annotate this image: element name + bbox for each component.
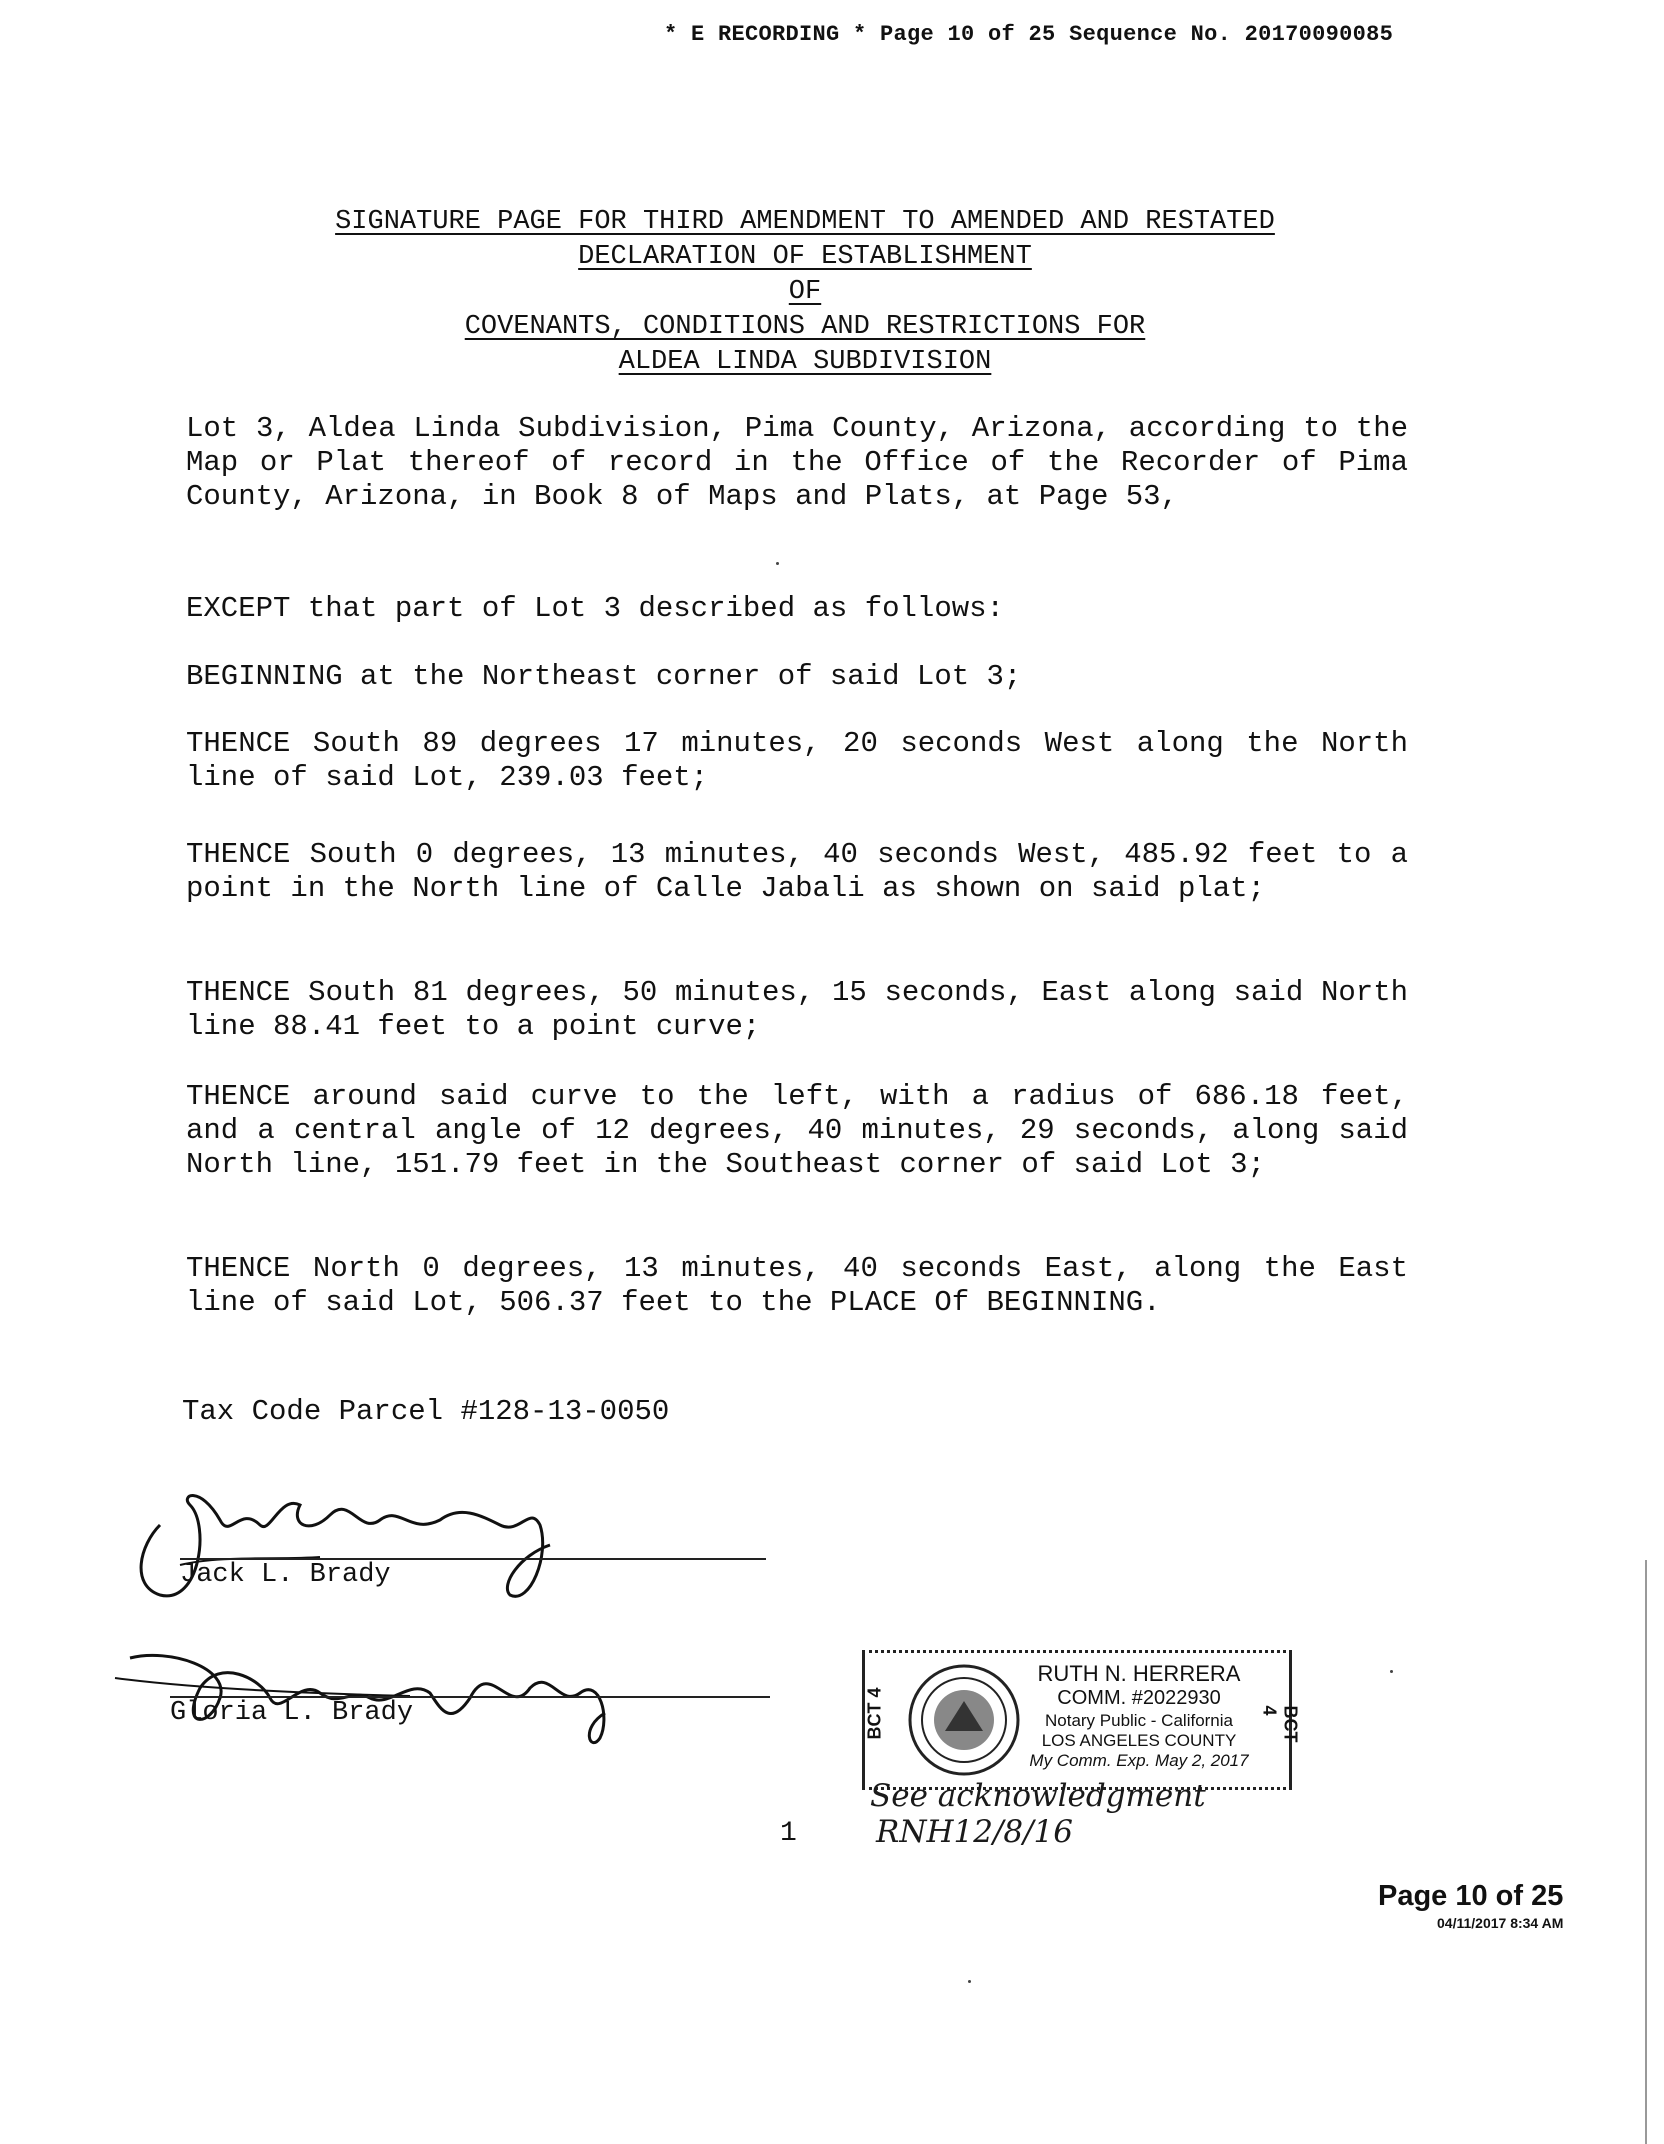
course-4-paragraph: THENCE around said curve to the left, with a radius of 686.18 feet, and a central angle of 12 degrees, 40 minutes, 29 seconds, along said North line, 151.79 feet in the Southeast corner of said Lot 3;: [186, 1080, 1408, 1181]
course-3-paragraph: THENCE South 81 degrees, 50 minutes, 15 seconds, East along said North line 88.41 feet to a point curve;: [186, 976, 1408, 1043]
notary-name: RUTH N. HERRERA: [1037, 1661, 1241, 1686]
legal-description-paragraph: Lot 3, Aldea Linda Subdivision, Pima County, Arizona, according to the Map or Plat thereof of record in the Office of the Recorder of Pima County, Arizona, in Book 8 of Maps and Plats, at Page 53,: [186, 412, 1408, 513]
tax-code-parcel: Tax Code Parcel #128-13-0050: [182, 1395, 670, 1428]
notary-commission: COMM. #2022930: [1057, 1687, 1221, 1709]
course-2-paragraph: THENCE South 0 degrees, 13 minutes, 40 seconds West, 485.92 feet to a point in the North line of Calle Jabali as shown on said plat;: [186, 838, 1408, 905]
course-1-paragraph: THENCE South 89 degrees 17 minutes, 20 seconds West along the North line of said Lot, 239.03 feet;: [186, 727, 1408, 794]
page-stamp-count: Page 10 of 25: [1378, 1880, 1564, 1912]
page-stamp: [1378, 1880, 1563, 1931]
signer-name-2: Gloria L. Brady: [170, 1698, 414, 1728]
handwritten-initials-date: RNH12/8/16: [876, 1814, 1074, 1850]
page-stamp-timestamp: 04/11/2017 8:34 AM: [1437, 1915, 1564, 1931]
title-line-3: OF: [788, 277, 822, 307]
notary-title: Notary Public - California: [1044, 1711, 1233, 1730]
notary-seal-icon: [905, 1661, 1023, 1779]
notary-stamp: [862, 1650, 1301, 1790]
scan-speck: [968, 1980, 971, 1983]
course-5-paragraph: THENCE North 0 degrees, 13 minutes, 40 seconds East, along the East line of said Lot, 506.37 feet to the PLACE Of BEGINNING.: [186, 1252, 1408, 1319]
except-paragraph: EXCEPT that part of Lot 3 described as follows:: [186, 592, 1004, 625]
beginning-paragraph: BEGINNING at the Northeast corner of said Lot 3;: [186, 660, 1022, 693]
signer-name-1: Jack L. Brady: [180, 1560, 391, 1590]
title-line-1: SIGNATURE PAGE FOR THIRD AMENDMENT TO AMENDED AND RESTATED: [335, 207, 1275, 237]
signature-jack-brady: [120, 1465, 640, 1615]
notary-side-code-left: BCT 4: [864, 1687, 885, 1740]
recording-header: * E RECORDING * Page 10 of 25 Sequence No. 20170090085: [664, 22, 1394, 47]
notary-side-code-right: BCT 4: [1259, 1705, 1301, 1743]
handwritten-acknowledgment-note: See acknowledgment: [870, 1778, 1206, 1814]
title-line-4: COVENANTS, CONDITIONS AND RESTRICTIONS FOR: [464, 312, 1146, 342]
title-line-2: DECLARATION OF ESTABLISHMENT: [578, 242, 1032, 272]
title-line-5: ALDEA LINDA SUBDIVISION: [618, 347, 992, 377]
notary-expiry: My Comm. Exp. May 2, 2017: [1029, 1751, 1249, 1770]
notary-county: LOS ANGELES COUNTY: [1041, 1731, 1237, 1750]
page-number: 1: [780, 1818, 797, 1849]
document-title: [200, 205, 1410, 380]
scan-speck: [776, 562, 779, 565]
scan-speck: [1390, 1670, 1393, 1673]
scan-edge-line: [1645, 1560, 1647, 2144]
signature-gloria-brady: [110, 1618, 710, 1758]
